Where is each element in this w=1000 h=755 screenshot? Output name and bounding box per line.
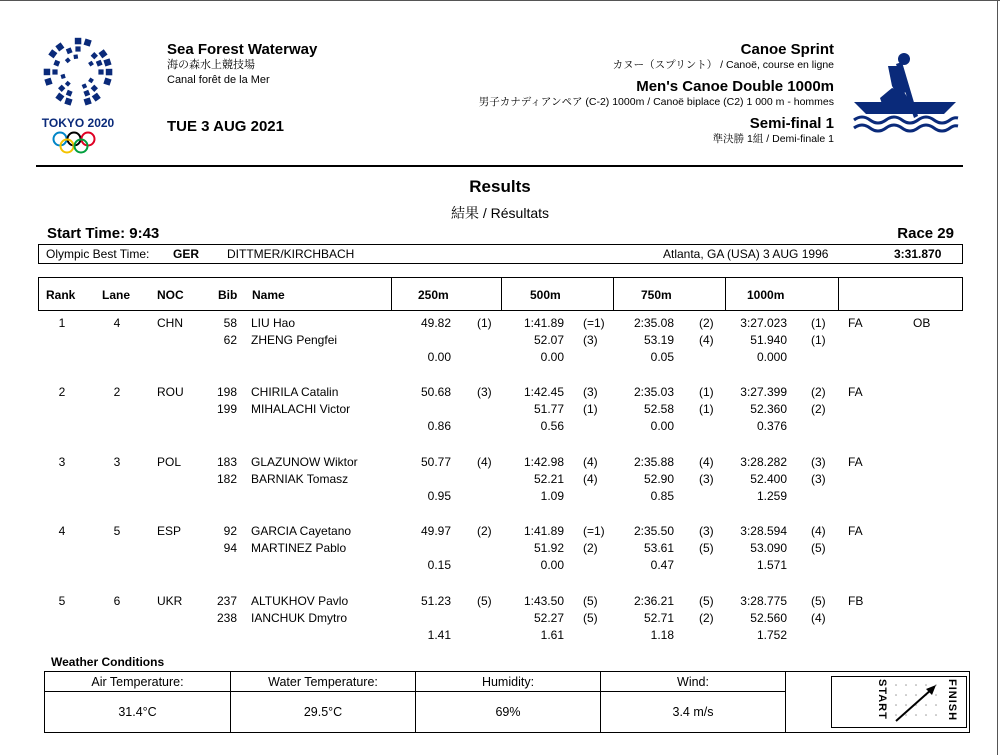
phase-subtitle: 準決勝 1組 / Demi-finale 1 [712, 133, 834, 145]
split-rank: (2) [699, 611, 714, 625]
col-rank: Rank [46, 288, 76, 302]
athlete-bib: 58 [223, 316, 237, 330]
intermediate-rank: (5) [699, 594, 714, 608]
athlete-bib: 183 [216, 455, 237, 469]
crew-noc: CHN [157, 316, 183, 330]
intermediate-rank: (3) [699, 524, 714, 538]
humidity-label: Humidity: [416, 672, 600, 692]
athlete-bib: 198 [216, 385, 237, 399]
intermediate-time: 3:28.594 [740, 524, 787, 538]
weather-table [44, 671, 970, 733]
wind-label: Wind: [601, 672, 785, 692]
results-subtitle: 結果 / Résultats [450, 205, 550, 221]
split-rank: (3) [583, 333, 598, 347]
split-time: 52.58 [643, 402, 674, 416]
weather-air [45, 672, 231, 732]
weather-water [231, 672, 416, 732]
crew-noc: ROU [157, 385, 184, 399]
time-behind: 0.00 [540, 350, 564, 364]
time-behind: 1.61 [540, 628, 564, 642]
intermediate-rank: (3) [583, 385, 598, 399]
intermediate-time: 1:42.45 [523, 385, 564, 399]
intermediate-rank: (3) [811, 455, 826, 469]
results-title: Results [469, 177, 531, 196]
col-noc: NOC [157, 288, 184, 302]
col-250m: 250m [418, 288, 449, 302]
intermediate-time: 49.82 [420, 316, 451, 330]
split-rank: (1) [699, 402, 714, 416]
olympic-best-place-date: Atlanta, GA (USA) 3 AUG 1996 [663, 247, 829, 261]
intermediate-time: 1:41.89 [523, 524, 564, 538]
intermediate-time: 1:42.98 [523, 455, 564, 469]
water-temp-label: Water Temperature: [231, 672, 415, 692]
time-behind: 0.15 [427, 558, 451, 572]
split-time: 52.27 [533, 611, 564, 625]
race-number: Race 29 [897, 225, 954, 242]
tokyo-2020-logo [36, 36, 120, 162]
split-rank: (2) [583, 541, 598, 555]
intermediate-rank: (5) [477, 594, 492, 608]
intermediate-time: 2:35.88 [633, 455, 674, 469]
crew-lane: 5 [113, 524, 121, 538]
time-behind: 0.000 [756, 350, 787, 364]
athlete-name: MARTINEZ Pablo [251, 541, 347, 555]
intermediate-rank: (5) [583, 594, 598, 608]
intermediate-time: 49.97 [420, 524, 451, 538]
intermediate-time: 50.77 [420, 455, 451, 469]
athlete-name: GLAZUNOW Wiktor [251, 455, 358, 469]
split-rank: (4) [811, 611, 826, 625]
athlete-bib: 92 [223, 524, 237, 538]
athlete-bib: 199 [216, 402, 237, 416]
intermediate-rank: (1) [811, 316, 826, 330]
sport-subtitle: カヌー（スプリント） / Canoë, course en ligne [612, 59, 834, 71]
split-time: 52.71 [643, 611, 674, 625]
intermediate-time: 3:27.023 [740, 316, 787, 330]
split-rank: (5) [699, 541, 714, 555]
time-behind: 0.05 [650, 350, 674, 364]
col-lane: Lane [102, 288, 131, 302]
start-time: Start Time: 9:43 [47, 225, 160, 242]
course-start-label: START [876, 679, 888, 720]
split-rank: (4) [583, 472, 598, 486]
intermediate-rank: (2) [811, 385, 826, 399]
split-time: 51.940 [750, 333, 787, 347]
time-behind: 0.95 [427, 489, 451, 503]
crew-noc: UKR [157, 594, 183, 608]
venue-name-jp: 海の森水上競技場 [167, 59, 255, 71]
time-behind: 0.85 [650, 489, 674, 503]
intermediate-time: 2:36.21 [633, 594, 674, 608]
crew-lane: 3 [113, 455, 121, 469]
time-behind: 1.259 [756, 489, 787, 503]
time-behind: 1.09 [540, 489, 564, 503]
split-time: 51.77 [533, 402, 564, 416]
col-500m: 500m [530, 288, 561, 302]
col-750m: 750m [641, 288, 672, 302]
sport-title: Canoe Sprint [740, 41, 834, 58]
weather-title: Weather Conditions [51, 655, 165, 669]
venue-name-en: Sea Forest Waterway [167, 41, 318, 58]
intermediate-rank: (2) [699, 316, 714, 330]
time-behind: 0.86 [427, 419, 451, 433]
crew-noc: ESP [157, 524, 182, 538]
time-behind: 0.376 [756, 419, 787, 433]
split-time: 52.21 [533, 472, 564, 486]
time-behind: 1.18 [650, 628, 674, 642]
crew-rank: 5 [58, 594, 66, 608]
qualification-mark: FA [848, 316, 863, 330]
intermediate-rank: (4) [583, 455, 598, 469]
time-behind: 1.752 [756, 628, 787, 642]
canoe-sprint-pictogram-icon [852, 52, 960, 134]
athlete-bib: 182 [216, 472, 237, 486]
emblem-checker-ring [44, 38, 113, 106]
olympic-rings [54, 133, 95, 153]
intermediate-time: 1:43.50 [523, 594, 564, 608]
split-time: 53.090 [750, 541, 787, 555]
time-behind: 1.571 [756, 558, 787, 572]
athlete-bib: 94 [223, 541, 237, 555]
athlete-name: LIU Hao [251, 316, 296, 330]
crew-rank: 2 [58, 385, 66, 399]
crew-rank: 4 [58, 524, 66, 538]
split-time: 51.92 [533, 541, 564, 555]
split-rank: (1) [583, 402, 598, 416]
split-time: 52.400 [750, 472, 787, 486]
athlete-name: GARCIA Cayetano [251, 524, 352, 538]
crew-lane: 4 [113, 316, 121, 330]
athlete-bib: 238 [216, 611, 237, 625]
phase-title: Semi-final 1 [749, 115, 834, 132]
split-rank: (5) [583, 611, 598, 625]
header-divider [36, 165, 963, 167]
athlete-name: CHIRILA Catalin [251, 385, 339, 399]
intermediate-rank: (3) [477, 385, 492, 399]
athlete-bib: 62 [223, 333, 237, 347]
course-finish-label: FINISH [946, 679, 958, 722]
split-time: 52.07 [533, 333, 564, 347]
event-title: Men's Canoe Double 1000m [636, 78, 834, 95]
olympic-best-noc: GER [173, 247, 200, 261]
air-temp-value: 31.4°C [118, 705, 157, 719]
split-rank: (2) [811, 402, 826, 416]
weather-wind [601, 672, 786, 732]
logo-text: TOKYO 2020 [41, 116, 115, 130]
page-border-top [0, 0, 1000, 1]
qualification-mark: FB [848, 594, 864, 608]
intermediate-rank: (=1) [583, 524, 605, 538]
table-header [38, 277, 963, 311]
split-time: 52.360 [750, 402, 787, 416]
athlete-name: IANCHUK Dmytro [251, 611, 348, 625]
record-mark: OB [913, 316, 931, 330]
intermediate-rank: (4) [811, 524, 826, 538]
intermediate-time: 1:41.89 [523, 316, 564, 330]
qualification-mark: FA [848, 385, 863, 399]
qualification-mark: FA [848, 455, 863, 469]
split-rank: (1) [811, 333, 826, 347]
intermediate-rank: (1) [477, 316, 492, 330]
air-temp-label: Air Temperature: [45, 672, 230, 692]
split-rank: (4) [699, 333, 714, 347]
split-time: 52.560 [750, 611, 787, 625]
intermediate-rank: (4) [699, 455, 714, 469]
split-rank: (3) [699, 472, 714, 486]
split-time: 53.19 [643, 333, 674, 347]
athlete-bib: 237 [216, 594, 237, 608]
intermediate-time: 2:35.08 [633, 316, 674, 330]
event-date: TUE 3 AUG 2021 [167, 118, 284, 135]
water-temp-value: 29.5°C [303, 705, 343, 719]
intermediate-rank: (4) [477, 455, 492, 469]
time-behind: 0.00 [650, 419, 674, 433]
time-behind: 0.00 [427, 350, 451, 364]
athlete-name: ALTUKHOV Pavlo [251, 594, 349, 608]
venue-name-fr: Canal forêt de la Mer [167, 74, 270, 86]
crew-noc: POL [157, 455, 182, 469]
split-rank: (5) [811, 541, 826, 555]
venue-block [167, 41, 317, 88]
time-behind: 0.00 [540, 558, 564, 572]
event-block [479, 41, 834, 146]
crew-lane: 2 [113, 385, 121, 399]
col-bib: Bib [218, 288, 238, 302]
split-time: 53.61 [643, 541, 674, 555]
page-border-right [997, 0, 998, 755]
col-1000m: 1000m [747, 288, 785, 302]
col-name: Name [252, 288, 285, 302]
athlete-name: MIHALACHI Victor [251, 402, 351, 416]
athlete-name: ZHENG Pengfei [251, 333, 338, 347]
wind-value: 3.4 m/s [672, 705, 714, 719]
intermediate-time: 2:35.50 [633, 524, 674, 538]
athlete-name: BARNIAK Tomasz [251, 472, 349, 486]
intermediate-time: 3:28.775 [740, 594, 787, 608]
intermediate-time: 3:28.282 [740, 455, 787, 469]
intermediate-time: 51.23 [420, 594, 451, 608]
intermediate-time: 3:27.399 [740, 385, 787, 399]
time-behind: 1.41 [427, 628, 451, 642]
time-behind: 0.56 [540, 419, 564, 433]
crew-rank: 3 [58, 455, 66, 469]
olympic-best-bar [38, 244, 963, 264]
intermediate-rank: (2) [477, 524, 492, 538]
wind-direction-arrow-icon [890, 681, 942, 725]
intermediate-rank: (=1) [583, 316, 605, 330]
crew-rank: 1 [58, 316, 66, 330]
olympic-best-time: 3:31.870 [894, 247, 942, 261]
olympic-best-names: DITTMER/KIRCHBACH [227, 247, 355, 261]
course-wind-diagram [831, 676, 967, 728]
split-rank: (3) [811, 472, 826, 486]
intermediate-time: 50.68 [420, 385, 451, 399]
split-time: 52.90 [643, 472, 674, 486]
olympic-best-label: Olympic Best Time: [46, 247, 150, 261]
intermediate-rank: (5) [811, 594, 826, 608]
intermediate-rank: (1) [699, 385, 714, 399]
crew-lane: 6 [113, 594, 121, 608]
weather-humidity [416, 672, 601, 732]
event-subtitle: 男子カナディアンペア (C-2) 1000m / Canoë biplace (C2) 1 000 m - hommes [478, 96, 834, 108]
time-behind: 0.47 [650, 558, 674, 572]
qualification-mark: FA [848, 524, 863, 538]
humidity-value: 69% [495, 705, 521, 719]
intermediate-time: 2:35.03 [633, 385, 674, 399]
